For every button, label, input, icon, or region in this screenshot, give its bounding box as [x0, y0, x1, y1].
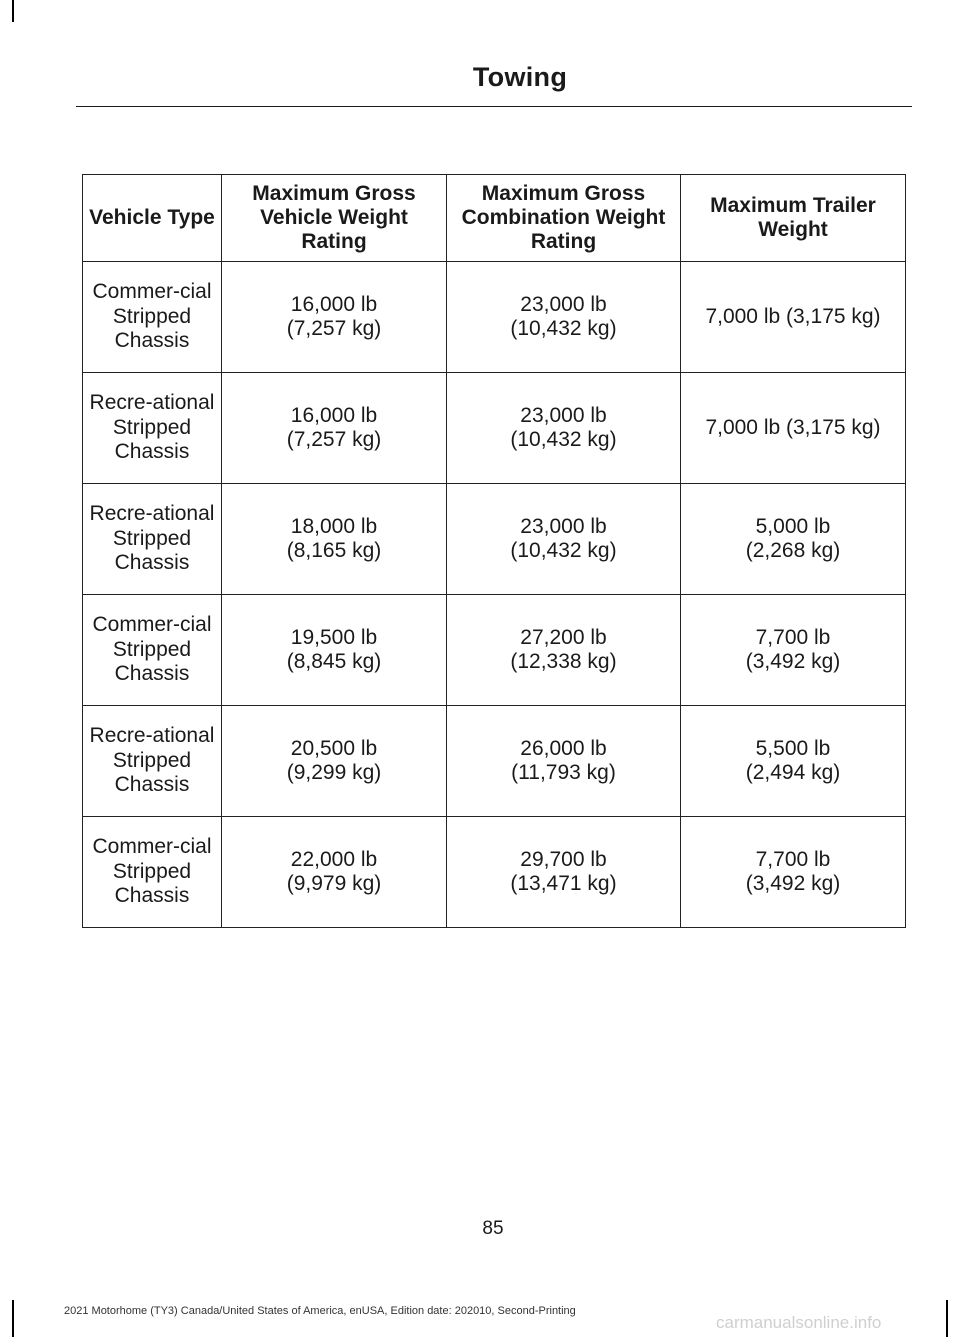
cell-vehicle-type: Recre-ational Stripped Chassis	[83, 706, 222, 817]
cell-gcwr	[447, 262, 681, 373]
cell-gvwr	[222, 595, 447, 706]
trailer-lb: 7,700 lb	[755, 847, 831, 871]
crop-mark-bottom-right	[946, 1300, 948, 1337]
gvwr-lb: 16,000 lb	[290, 292, 378, 316]
cell-gcwr	[447, 484, 681, 595]
cell-trailer	[681, 706, 906, 817]
gcwr-lb: 23,000 lb	[520, 514, 607, 538]
page-title: Towing	[472, 62, 568, 92]
cell-vehicle-type: Commer-cial Stripped Chassis	[83, 262, 222, 373]
gcwr-kg: (12,338 kg)	[510, 650, 617, 673]
gvwr-lb: 22,000 lb	[290, 847, 378, 871]
trailer-lb: 7,000 lb (3,175 kg)	[705, 304, 881, 328]
header-max-gvwr: Maximum Gross Vehicle Weight Rating	[222, 175, 447, 262]
trailer-kg: (3,492 kg)	[745, 872, 841, 895]
gvwr-lb: 18,000 lb	[290, 514, 378, 538]
title-divider	[76, 106, 912, 107]
trailer-lb: 7,000 lb (3,175 kg)	[705, 415, 881, 439]
table-header-row	[83, 175, 906, 262]
cell-vehicle-type: Commer-cial Stripped Chassis	[83, 595, 222, 706]
trailer-kg: (3,492 kg)	[745, 650, 841, 673]
gcwr-kg: (10,432 kg)	[510, 539, 617, 562]
gcwr-kg: (10,432 kg)	[510, 317, 617, 340]
cell-gvwr	[222, 262, 447, 373]
trailer-lb: 7,700 lb	[755, 625, 831, 649]
gcwr-lb: 23,000 lb	[520, 292, 607, 316]
table-row	[83, 373, 906, 484]
table-row	[83, 817, 906, 928]
table-row	[83, 484, 906, 595]
cell-vehicle-type: Commer-cial Stripped Chassis	[83, 817, 222, 928]
cell-vehicle-type: Recre-ational Stripped Chassis	[83, 484, 222, 595]
trailer-lb: 5,500 lb	[755, 736, 831, 760]
gcwr-kg: (13,471 kg)	[510, 872, 617, 895]
cell-gvwr	[222, 817, 447, 928]
table-row	[83, 706, 906, 817]
gvwr-kg: (9,979 kg)	[286, 872, 382, 895]
cell-trailer	[681, 373, 906, 484]
gvwr-kg: (7,257 kg)	[286, 428, 382, 451]
gvwr-lb: 16,000 lb	[290, 403, 378, 427]
header-max-gcwr: Maximum Gross Combination Weight Rating	[447, 175, 681, 262]
gvwr-kg: (7,257 kg)	[286, 317, 382, 340]
gvwr-kg: (8,845 kg)	[286, 650, 382, 673]
gcwr-kg: (11,793 kg)	[511, 761, 616, 784]
cell-trailer	[681, 595, 906, 706]
cell-trailer	[681, 484, 906, 595]
trailer-kg: (2,494 kg)	[745, 761, 841, 784]
gvwr-lb: 19,500 lb	[290, 625, 378, 649]
gcwr-lb: 26,000 lb	[520, 736, 607, 760]
header-vehicle-type: Vehicle Type	[83, 175, 222, 262]
gvwr-kg: (8,165 kg)	[286, 539, 382, 562]
gvwr-kg: (9,299 kg)	[286, 761, 382, 784]
gcwr-kg: (10,432 kg)	[510, 428, 617, 451]
gcwr-lb: 27,200 lb	[520, 625, 607, 649]
gcwr-lb: 23,000 lb	[520, 403, 607, 427]
cell-gvwr	[222, 373, 447, 484]
gvwr-lb: 20,500 lb	[290, 736, 378, 760]
cell-vehicle-type: Recre-ational Stripped Chassis	[83, 373, 222, 484]
cell-gvwr	[222, 484, 447, 595]
cell-gcwr	[447, 817, 681, 928]
table-row	[83, 262, 906, 373]
page-number: 85	[482, 1218, 504, 1239]
cell-gcwr	[447, 706, 681, 817]
cell-gvwr	[222, 706, 447, 817]
header-max-trailer-weight: Maximum Trailer Weight	[681, 175, 906, 262]
cell-gcwr	[447, 373, 681, 484]
cell-trailer	[681, 262, 906, 373]
cell-trailer	[681, 817, 906, 928]
watermark: carmanualsonline.info	[716, 1313, 882, 1332]
table-row	[83, 595, 906, 706]
cell-gcwr	[447, 595, 681, 706]
trailer-kg: (2,268 kg)	[745, 539, 841, 562]
crop-mark-bottom-left	[12, 1300, 14, 1337]
crop-mark-top-left	[12, 0, 14, 22]
trailer-lb: 5,000 lb	[755, 514, 831, 538]
footer-edition-info: 2021 Motorhome (TY3) Canada/United States of America, enUSA, Edition date: 202010, Second-Printing	[64, 1305, 576, 1317]
gcwr-lb: 29,700 lb	[520, 847, 607, 871]
towing-table	[82, 174, 906, 928]
